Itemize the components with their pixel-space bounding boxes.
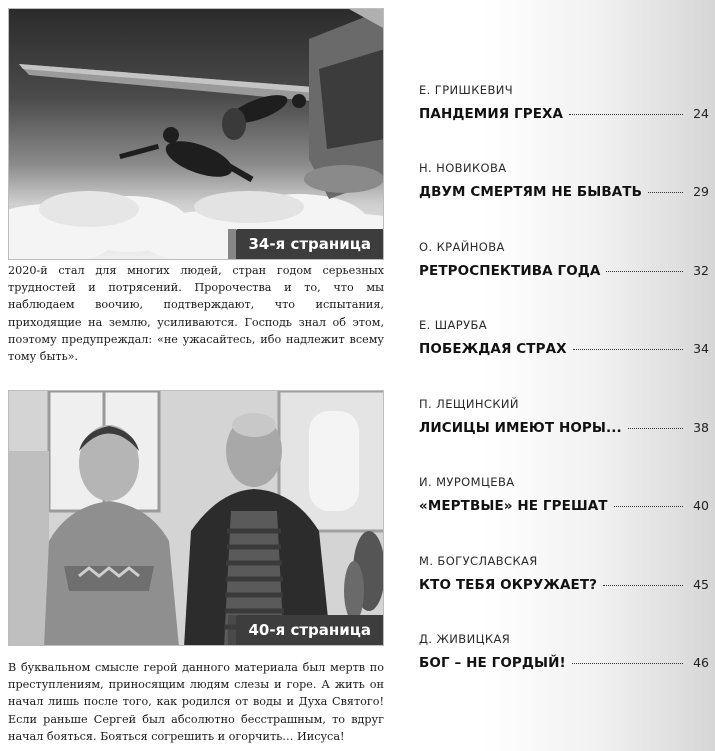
toc-page-number: 38 bbox=[693, 420, 709, 435]
toc-page-number: 24 bbox=[693, 106, 709, 121]
dot-leader bbox=[628, 428, 683, 429]
skydivers-photo bbox=[8, 8, 384, 260]
toc-author: О. КРАЙНОВА bbox=[419, 240, 505, 254]
toc-author: П. ЛЕЩИНСКИЙ bbox=[419, 397, 519, 411]
skydivers-illustration bbox=[9, 9, 384, 260]
toc-entry[interactable] bbox=[419, 396, 709, 440]
table-of-contents bbox=[384, 0, 715, 751]
toc-page-number: 32 bbox=[693, 263, 709, 278]
teaser-text: В буквальном смысле герой данного материала был мертв по преступлениям, приносящим людям слезы и горе. А жить он начал лишь после того, как родился от воды и Духа Святого! Если раньше Сергей был абсолютно бесстрашным, то вдруг начал бояться. Бояться согрешить и огорчить… Иисуса! bbox=[8, 661, 384, 743]
teaser-text: 2020-й стал для многих людей, стран годом серьезных трудностей и потрясений. Пророчества и то, что мы наблюдаем воочию, подтверждают, что испытания, приходящие на землю, усиливаются. Господь знал об этом, поэтому предупреждал: «не ужасайтесь, ибо надлежит всему тому быть». bbox=[8, 264, 384, 364]
toc-title: ЛИСИЦЫ ИМЕЮТ НОРЫ... bbox=[419, 420, 622, 436]
page-badge: 40-я страница bbox=[236, 615, 383, 645]
dot-leader bbox=[603, 585, 683, 586]
toc-page-number: 45 bbox=[693, 577, 709, 592]
toc-author: М. БОГУСЛАВСКАЯ bbox=[419, 554, 538, 568]
toc-entry[interactable] bbox=[419, 317, 709, 361]
toc-title: КТО ТЕБЯ ОКРУЖАЕТ? bbox=[419, 577, 598, 593]
dot-leader bbox=[572, 663, 683, 664]
toc-author: Е. ГРИШКЕВИЧ bbox=[419, 83, 514, 97]
toc-author: Е. ШАРУБА bbox=[419, 318, 488, 332]
toc-author: И. МУРОМЦЕВА bbox=[419, 475, 515, 489]
dot-leader bbox=[648, 192, 683, 193]
toc-entry[interactable] bbox=[419, 82, 709, 126]
dot-leader bbox=[569, 114, 683, 115]
toc-title: «МЕРТВЫЕ» НЕ ГРЕШАТ bbox=[419, 498, 608, 514]
toc-author: Д. ЖИВИЦКАЯ bbox=[419, 632, 511, 646]
toc-entry[interactable] bbox=[419, 474, 709, 518]
toc-title: РЕТРОСПЕКТИВА ГОДА bbox=[419, 263, 601, 279]
toc-title: ПОБЕЖДАЯ СТРАХ bbox=[419, 341, 567, 357]
toc-entry[interactable] bbox=[419, 553, 709, 597]
toc-entry[interactable] bbox=[419, 239, 709, 283]
dot-leader bbox=[606, 271, 683, 272]
toc-author: Н. НОВИКОВА bbox=[419, 161, 507, 175]
toc-title: ПАНДЕМИЯ ГРЕХА bbox=[419, 106, 564, 122]
dot-leader bbox=[573, 349, 683, 350]
toc-page-number: 34 bbox=[693, 341, 709, 356]
portrait-photo bbox=[8, 390, 384, 646]
toc-page-number: 40 bbox=[693, 498, 709, 513]
dot-leader bbox=[614, 506, 683, 507]
portrait-illustration bbox=[9, 391, 384, 646]
page-badge: 34-я страница bbox=[236, 229, 383, 259]
toc-title: ДВУМ СМЕРТЯМ НЕ БЫВАТЬ bbox=[419, 184, 642, 200]
toc-title: БОГ – НЕ ГОРДЫЙ! bbox=[419, 655, 566, 671]
toc-entry[interactable] bbox=[419, 160, 709, 204]
toc-entry[interactable] bbox=[419, 631, 709, 675]
toc-page-number: 46 bbox=[693, 655, 709, 670]
toc-page-number: 29 bbox=[693, 184, 709, 199]
